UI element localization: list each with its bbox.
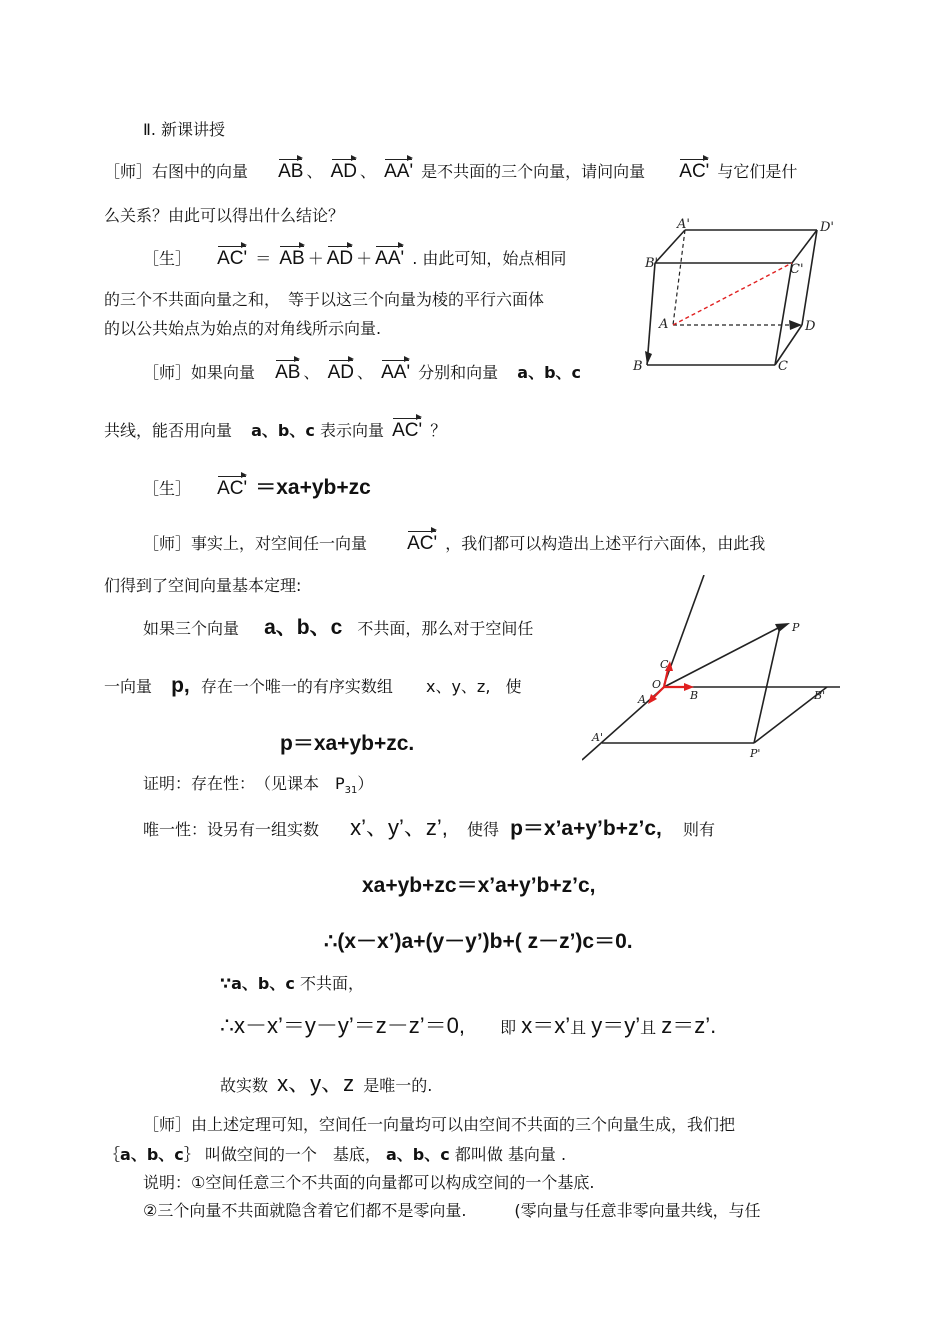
text: 即 [500,1018,517,1037]
vector-ad: AD [330,161,357,182]
para-student-1b: 的三个不共面向量之和， 等于以这三个向量为棱的平行六面体 [104,290,545,309]
label-D-prime: D' [820,220,834,235]
text: 存在一个唯一的有序实数组 [200,677,393,696]
text: 使得 [466,820,499,839]
text: 都叫做 基向量 . [454,1145,567,1164]
text: 不共面， [299,974,364,993]
conclusion-line [220,1071,433,1096]
expression: z＝z’. [661,1013,717,1038]
equals: ＝ [255,249,272,268]
text: 如果三个向量 [143,619,240,638]
proof-existence [143,774,373,801]
label-B: B [633,359,643,374]
reals-xyz: x、y、z [277,1071,355,1096]
theorem-formula: p＝xa+yb+zc. [280,732,415,755]
note-1: 说明：①空间任意三个不共面的向量都可以构成空间的一个基底. [143,1173,595,1192]
basis-theorem-figure [582,575,842,765]
equation-3 [220,1013,717,1038]
text: 且 [570,1018,587,1037]
text: 是唯一的. [363,1076,433,1095]
text: 表示向量 [319,421,384,440]
text: 且 [640,1018,657,1037]
para-teacher-1 [104,162,797,182]
text: 是不共面的三个向量，请问向量 [421,162,646,181]
text: 使 [505,677,522,696]
expression: y＝y’ [591,1013,641,1038]
label-B-prime: B' [814,689,826,702]
text: 唯一性：设另有一组实数 [143,820,320,839]
reals-xyz-prime: x’、y’、z’, [350,815,448,840]
because-line [220,974,364,994]
speaker: ［生］ [143,249,192,268]
vector-ad: AD [327,362,354,383]
brace: ｝ [183,1145,200,1164]
theorem-line-1 [143,618,533,639]
vectors-abc: a、b、c [264,616,343,639]
sep: 、 [356,363,373,382]
para-teacher-2b [104,421,446,441]
theorem-line-2 [104,676,522,697]
proof-uniqueness [143,815,715,840]
label-B: B [690,689,699,702]
text: ［师］右图中的向量 [104,162,249,181]
label-P: P [792,621,800,634]
because-text: ∵a、b、c [220,974,295,993]
text: 与它们是什 [717,162,798,181]
expression: p＝x’a+y’b+z’c, [510,817,662,840]
vectors-abc: a、b、c [251,421,315,440]
note-2: ②三个向量不共面就隐含着它们都不是零向量. (零向量与任意非零向量共线，与任 [143,1201,761,1220]
label-C-prime: C' [790,262,804,277]
text: 证明：存在性： （见课本 P [143,774,345,793]
vector-ac-prime: AC' [217,478,248,499]
para-teacher-4b [104,1145,566,1165]
label-C: C [778,359,788,374]
sep: 、 [303,363,320,382]
sep: 、 [359,162,376,181]
label-A-prime: A' [592,731,603,744]
para-teacher-3b: 们得到了空间向量基本定理: [104,576,302,595]
expression: x＝x’ [521,1013,571,1038]
expression: ＝xa+yb+zc [255,476,371,499]
text: 共线，能否用向量 [104,421,233,440]
vectors-abc: a、b、c [517,363,582,382]
vector-p: p, [171,674,190,697]
section-title: Ⅱ. 新课讲授 [143,120,226,139]
label-B-prime: B' [645,256,659,271]
equation-2: ∴(x－x’)a+(y－y’)b+( z－z’)c＝0. [324,930,633,953]
para-teacher-2 [143,363,581,383]
text: ［师］如果向量 [143,363,256,382]
vector-ab: AB [279,248,305,269]
text: 分别和向量 [418,363,499,382]
vector-ac-prime: AC' [392,420,423,441]
text: 则有 [682,820,715,839]
text: 不共面，那么对于空间任 [357,619,534,638]
label-A: A [659,317,669,332]
vector-ac-prime: AC' [217,248,248,269]
vector-ac-prime: AC' [679,161,710,182]
parallelepiped-figure [627,215,842,375]
page-subscript: 31 [344,785,358,797]
para-student-1 [143,249,566,269]
label-A: A [638,693,646,706]
label-D: D [805,319,816,334]
vector-ab: AB [278,161,304,182]
speaker: ［生］ [143,479,192,498]
text: . 由此可知，始点相同 [412,249,567,268]
vector-aa-prime: AA' [375,248,405,269]
vector-ad: AD [326,248,354,269]
para-teacher-3 [143,534,765,554]
text: ，我们都可以构造出上述平行六面体，由此我 [445,534,766,553]
reals-xyz: x、y、z, [425,677,491,696]
para-student-2 [143,478,371,499]
plus: ＋ [307,249,324,268]
vectors-abc: a、b、c [120,1145,184,1164]
vector-aa-prime: AA' [381,362,411,383]
text: 一向量 [104,677,153,696]
plus: ＋ [356,249,373,268]
equation-1: xa+yb+zc＝x’a+y’b+z’c, [362,874,596,897]
label-O: O [652,678,662,691]
vector-ab: AB [275,362,301,383]
para-student-1c: 的以公共始点为始点的对角线所示向量. [104,319,382,338]
label-C: C [660,658,669,671]
label-A-prime: A' [677,217,690,232]
text: ［师］事实上，对空间任一向量 [143,534,368,553]
vector-ac-prime: AC' [407,533,438,554]
text: ） [357,774,374,793]
para-teacher-4: ［师］由上述定理可知，空间任一向量均可以由空间不共面的三个向量生成，我们把 [143,1115,736,1134]
text: 故实数 [220,1076,269,1095]
expression: ∴x－x’＝y－y’＝z－z’＝0, [220,1013,466,1038]
text: ？ [430,421,447,440]
text: 叫做空间的一个 基底， [204,1145,381,1164]
vectors-abc: a、b、c [385,1145,450,1164]
brace: ｛ [104,1145,121,1164]
vector-aa-prime: AA' [384,161,414,182]
label-P-prime: P' [750,747,761,760]
para-teacher-1b: 么关系？由此可以得出什么结论？ [104,206,345,225]
sep: 、 [306,162,323,181]
